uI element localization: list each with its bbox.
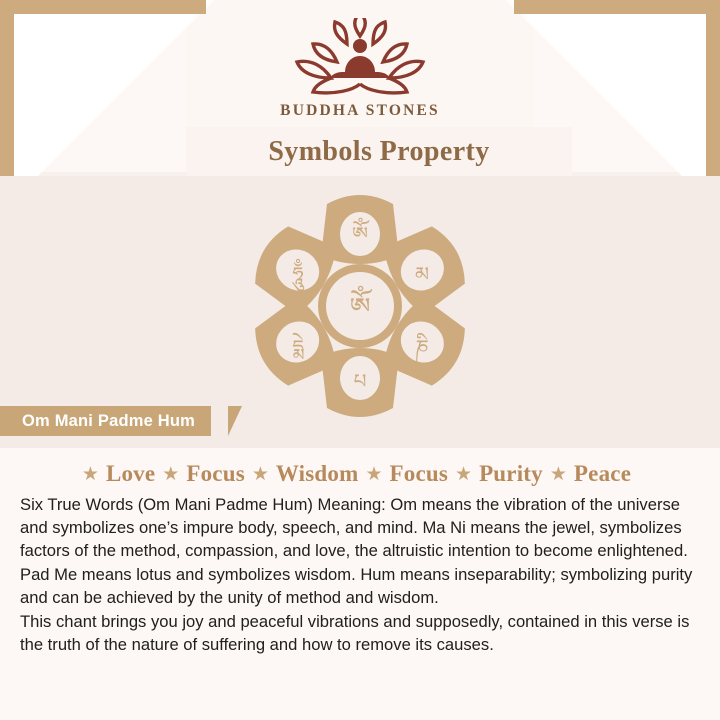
keyword-peace: Peace [573, 461, 632, 486]
keyword-wisdom: Wisdom [275, 461, 359, 486]
mantra-ribbon-tail [228, 406, 242, 436]
brand-name: BUDDHA STONES [280, 102, 440, 119]
page-title-bar [186, 127, 572, 177]
star-icon: ★ [365, 463, 383, 485]
description-paragraph-2: This chant brings you joy and peaceful vibrations and supposedly, contained in this verse is the truth of the nature of suffering and how to remove its causes. [20, 612, 690, 655]
brand-logo [0, 18, 720, 120]
star-icon: ★ [81, 463, 99, 485]
star-icon: ★ [162, 463, 180, 485]
svg-text:མ: མ [414, 262, 430, 286]
svg-text:དྨེ: དྨེ [292, 335, 304, 359]
mandala-illustration [230, 186, 490, 436]
svg-text:ཧཱུྃ: ཧཱུྃ [292, 262, 304, 286]
description-text [0, 487, 720, 657]
description-paragraph-1: Six True Words (Om Mani Padme Hum) Meaning: Om means the vibration of the universe and symbolizes one’s impure body, speech, and mind. Ma Ni means the jewel, symbolizes factors of the method, compassion, and love, the altruistic intention to become enlightened. Pad Me means lotus and symbolizes wisdom. Hum means inseparability; symbolizing purity and can be achieved by the unity of method and wisdom. [20, 495, 693, 607]
description-panel [0, 448, 720, 720]
page-title: Symbols Property [268, 136, 490, 167]
mantra-ribbon [0, 406, 211, 436]
star-icon: ★ [251, 463, 269, 485]
star-icon: ★ [455, 463, 473, 485]
keyword-list [0, 448, 720, 487]
star-icon: ★ [549, 463, 567, 485]
keyword-focus-1: Focus [186, 461, 245, 486]
svg-text:པ: པ [353, 369, 367, 393]
keyword-love: Love [105, 461, 156, 486]
corner-line-top-left-horizontal [0, 0, 206, 14]
keyword-purity: Purity [479, 461, 543, 486]
svg-text:ཨོཾ: ཨོཾ [349, 293, 371, 323]
corner-line-top-right-horizontal [514, 0, 720, 14]
svg-text:ཎི: ཎི [415, 335, 429, 359]
mantra-ribbon-label: Om Mani Padme Hum [22, 411, 196, 430]
keyword-focus-2: Focus [389, 461, 449, 486]
lotus-meditation-icon [0, 18, 720, 98]
svg-text:ཨོཾ: ཨོཾ [351, 222, 369, 246]
